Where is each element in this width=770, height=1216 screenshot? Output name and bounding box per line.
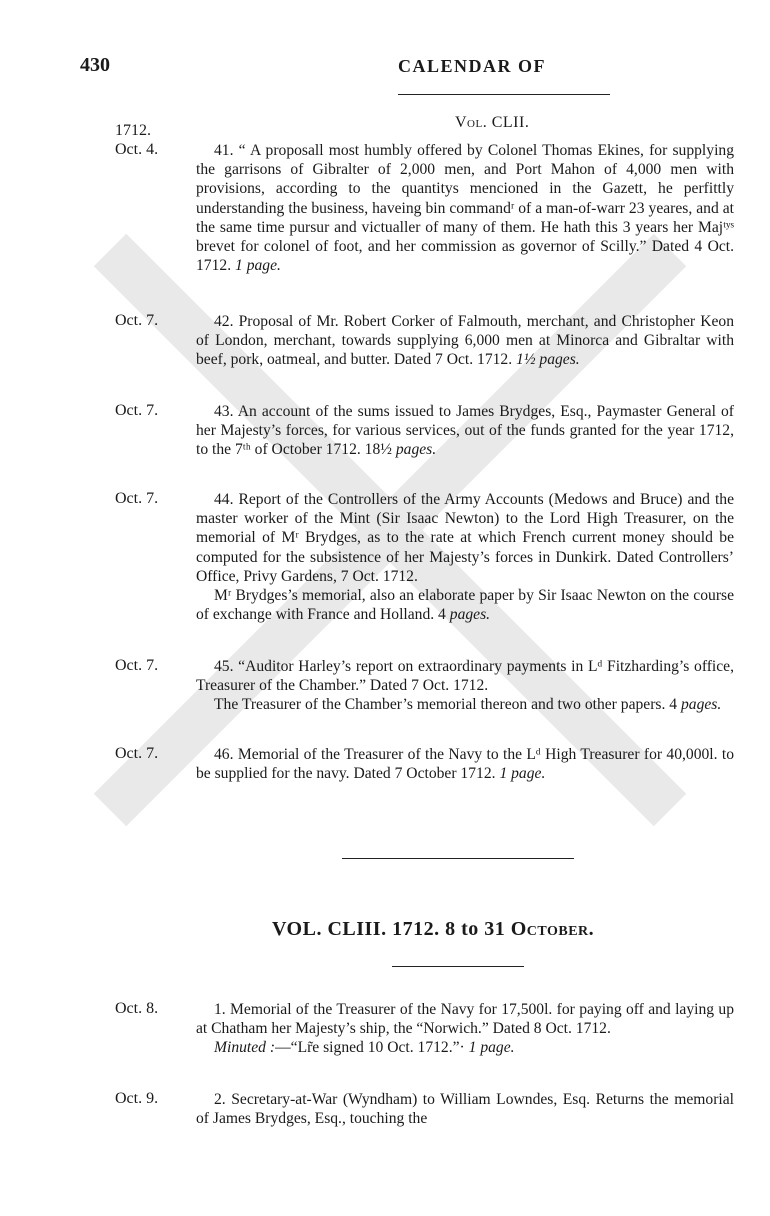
entry-text: 2. Secretary-at-War (Wyndham) to William Lowndes, Esq. Returns the memorial of James Brydges, Esq., touching the <box>196 1091 734 1128</box>
entry-date: Oct. 7. <box>115 402 159 419</box>
section-title <box>272 918 594 941</box>
page-count: pages. <box>680 696 722 714</box>
entry-date: Oct. 7. <box>115 490 159 507</box>
running-head: CALENDAR OF <box>398 56 547 76</box>
entry-text: 45. “Auditor Harley’s report on extraordinary payments in Lᵈ Fitzharding’s office, Treasurer of the Chamber.” Dated 7 Oct. 1712. <box>196 658 734 695</box>
entry-date: Oct. 4. <box>115 141 159 158</box>
section-rule-top <box>342 858 574 859</box>
entry-text: Mʳ Brydges’s memorial, also an elaborate paper by Sir Isaac Newton on the course of exchange with France and Holland. 4 <box>196 587 734 624</box>
page-count: 1 page. <box>499 765 546 783</box>
page-count: 1 page. <box>468 1039 515 1057</box>
section-rule-bottom <box>392 966 524 967</box>
page-count: 1½ pages. <box>516 351 580 369</box>
section-title-main: VOL. CLIII. 1712. 8 to 31 <box>272 918 511 940</box>
entry-text: 43. An account of the sums issued to James Brydges, Esq., Paymaster General of her Majesty’s forces, for various services, out of the funds granted for the year 1712, to the 7ᵗʰ of October 1712. 18½ <box>196 403 734 459</box>
entry-42 <box>196 312 734 370</box>
entry-text: 46. Memorial of the Treasurer of the Navy to the Lᵈ High Treasurer for 40,000l. to be supplied for the navy. Dated 7 October 1712. <box>196 746 734 783</box>
entry-2 <box>196 1090 734 1128</box>
volume-heading: Vol. CLII. <box>455 114 530 131</box>
entry-date: Oct. 7. <box>115 657 159 674</box>
minuted-label: Minuted : <box>214 1039 276 1057</box>
year-label: 1712. <box>115 122 151 139</box>
header-rule <box>398 94 610 95</box>
minuted-text: —“Lr̃e signed 10 Oct. 1712.”· <box>275 1039 465 1057</box>
entry-text: The Treasurer of the Chamber’s memorial thereon and two other papers. 4 <box>214 696 678 714</box>
entry-1 <box>196 1000 734 1058</box>
entry-date: Oct. 9. <box>115 1090 159 1107</box>
entry-46 <box>196 745 734 783</box>
entry-41 <box>196 141 734 275</box>
entry-text: 41. “ A proposall most humbly offered by Colonel Thomas Ekines, for supplying the garrisons of Gibralter of 2,000 men, and Port Mahon of 4,000 men with provisions, according to the quantitys mencioned in the Gazett, he perfittly understanding the business, haveing bin commandʳ of a man-of-warr 23 yeares, and at the same time pursur and victualler of many of them. He hath this 3 years her Majᵗʸˢ brevet for colonel of foot, and her commission as governor of Scilly.” Dated 4 Oct. 1712. <box>196 142 734 275</box>
entry-text: 44. Report of the Controllers of the Army Accounts (Medows and Bruce) and the master worker of the Mint (Sir Isaac Newton) to the Lord High Treasurer, on the memorial of Mʳ Brydges, as to the rate at which French current money should be computed for the subsistence of her Majesty’s forces in Dunkirk. Dated Controllers’ Office, Privy Gardens, 7 Oct. 1712. <box>196 491 734 585</box>
entry-text: 42. Proposal of Mr. Robert Corker of Falmouth, merchant, and Christopher Keon of London, merchant, towards supplying 6,000 men at Minorca and Gibraltar with beef, pork, oatmeal, and butter. Dated 7 Oct. 1712. <box>196 313 734 369</box>
entry-date: Oct. 7. <box>115 312 159 329</box>
section-title-month: October. <box>510 918 595 940</box>
entry-date: Oct. 8. <box>115 1000 159 1017</box>
entry-date: Oct. 7. <box>115 745 159 762</box>
entry-44 <box>196 490 734 624</box>
page-count: pages. <box>449 606 491 624</box>
entry-text: 1. Memorial of the Treasurer of the Navy for 17,500l. for paying off and laying up at Chatham her Majesty’s ship, the “Norwich.” Dated 8 Oct. 1712. <box>196 1001 734 1038</box>
page-count: 1 page. <box>235 257 281 275</box>
page-number: 430 <box>80 54 110 76</box>
page-count: pages. <box>395 441 437 459</box>
entry-45 <box>196 657 734 715</box>
entry-43 <box>196 402 734 460</box>
